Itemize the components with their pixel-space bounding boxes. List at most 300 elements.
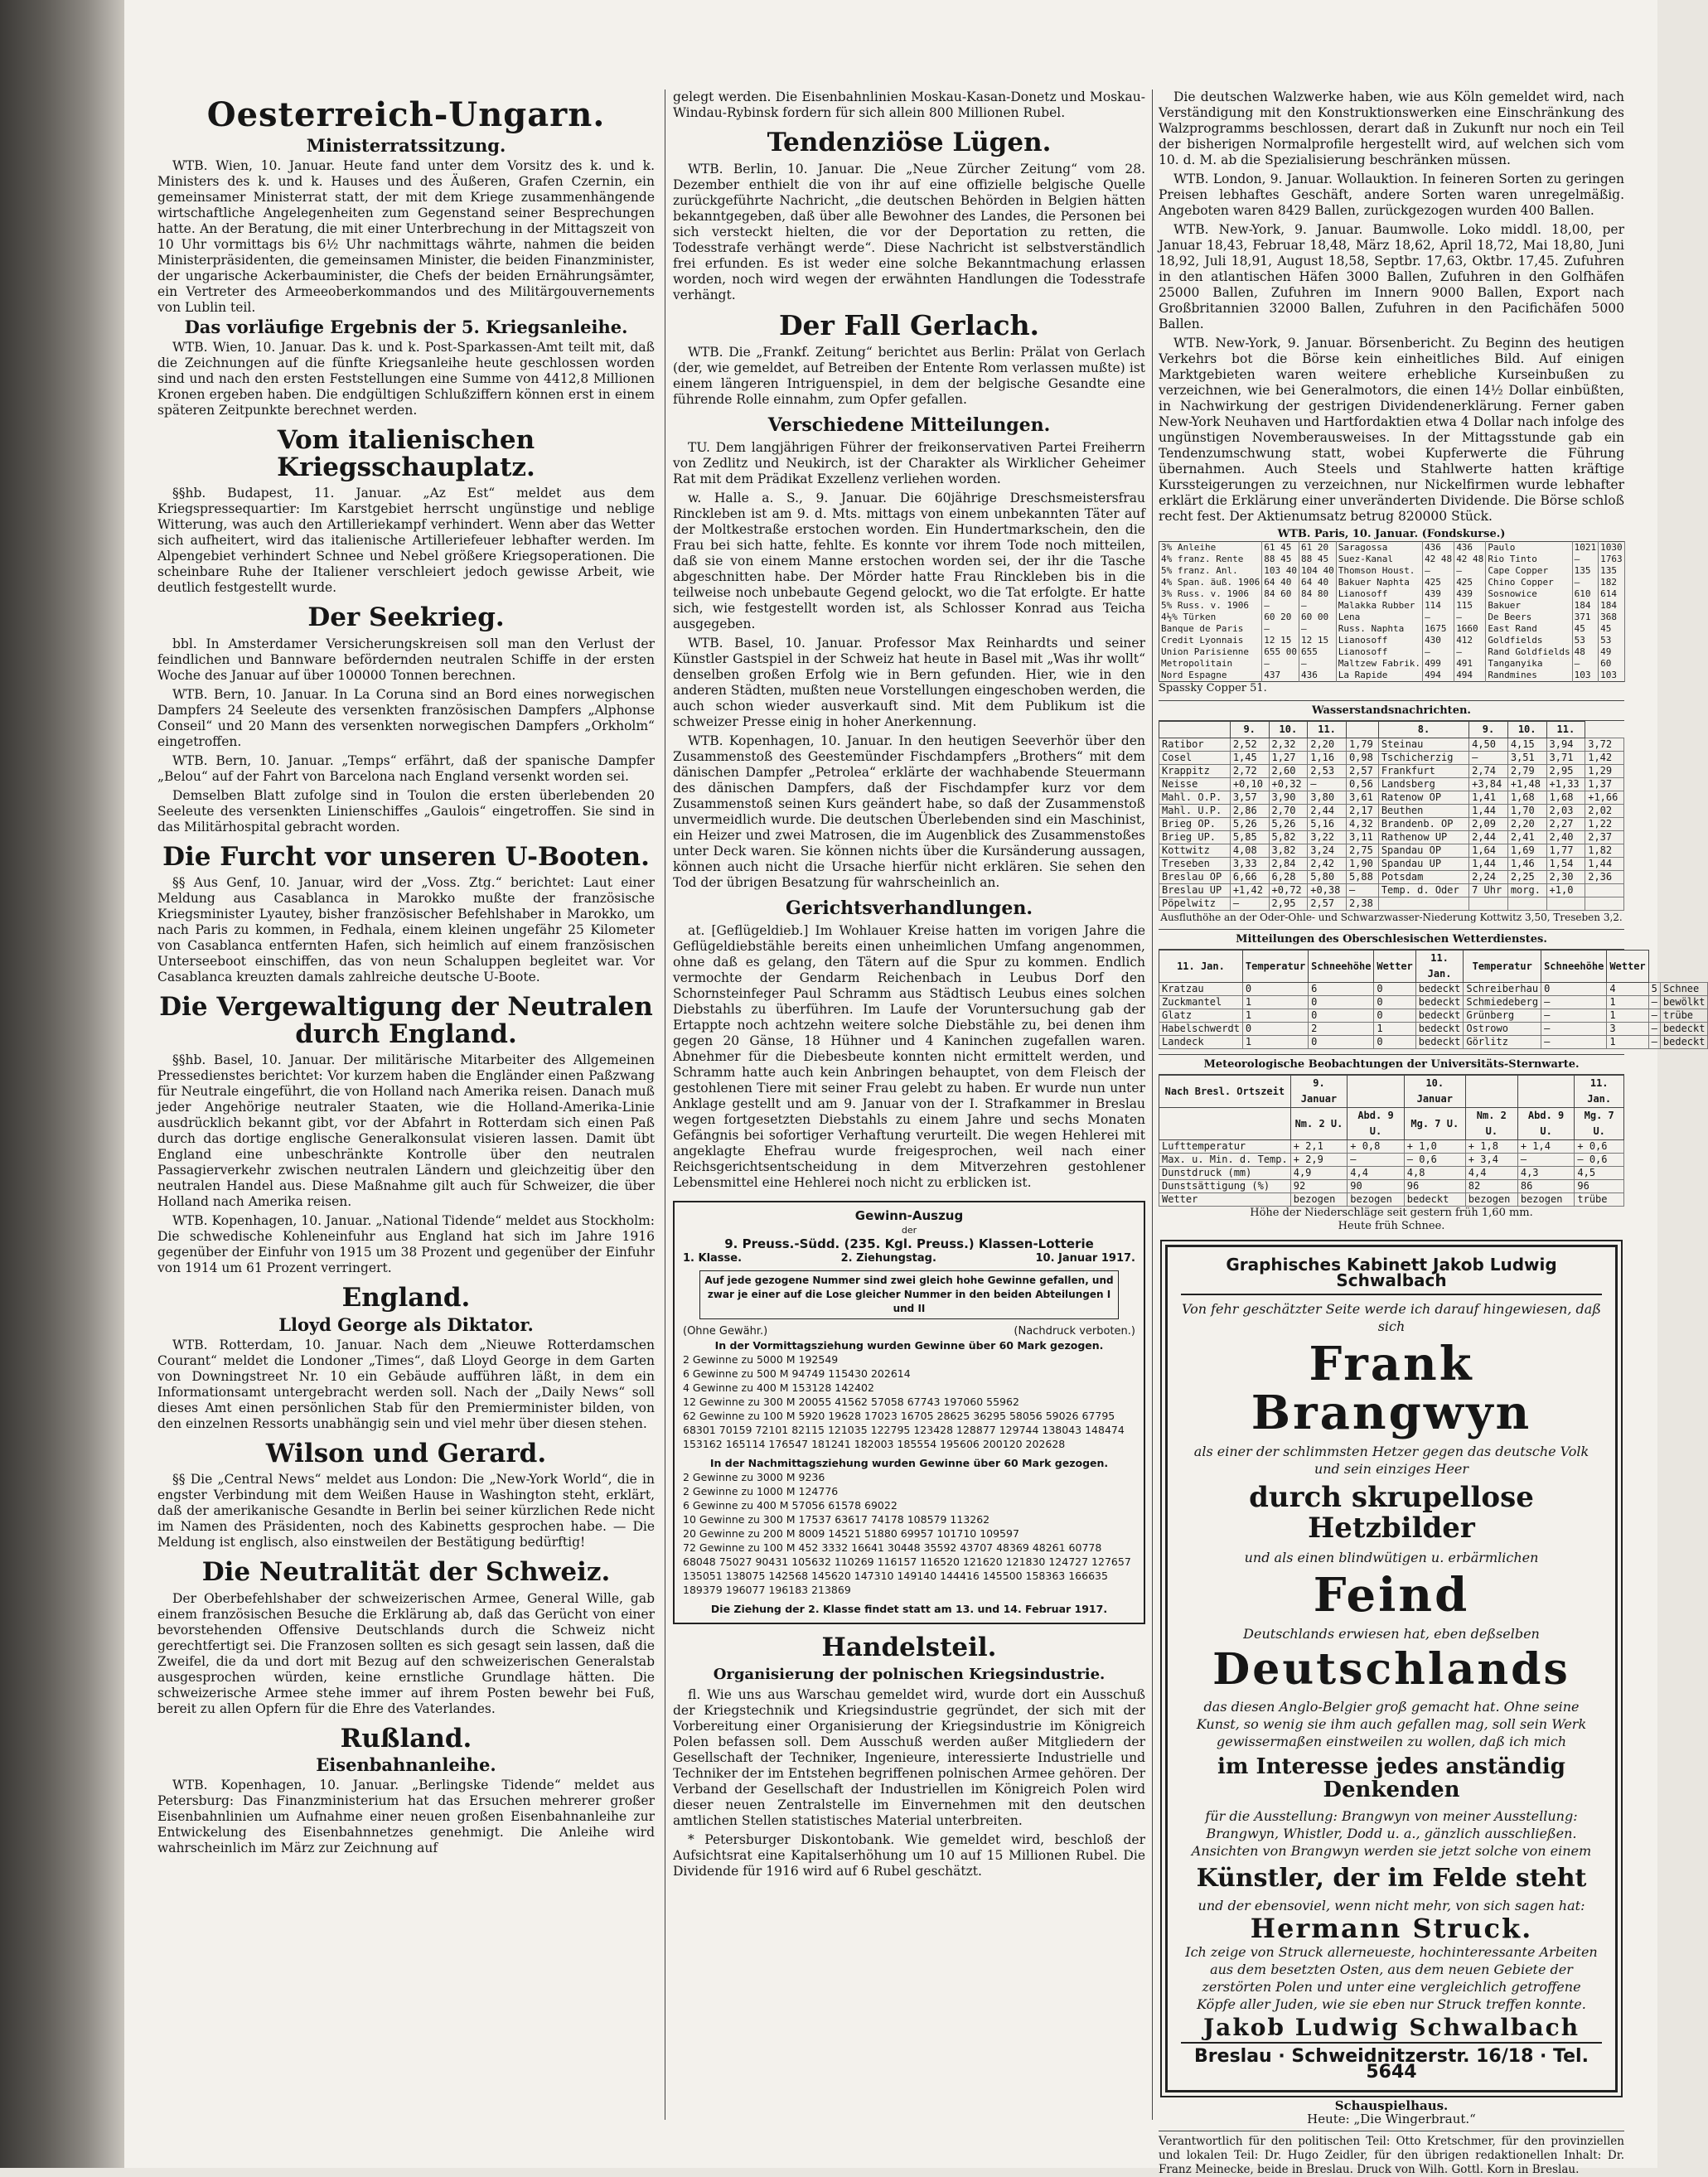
lottery-line: 2 Gewinne zu 5000 M 192549 [683, 1353, 839, 1367]
theater-title: Schauspielhaus. [1334, 2097, 1449, 2113]
table-header-cell: 11. [1308, 722, 1347, 738]
table-cell: 5,85 [1230, 831, 1269, 844]
table-cell: 3,94 [1546, 738, 1585, 752]
table-cell: Brieg OP. [1159, 818, 1231, 831]
imprint: Verantwortlich für den politischen Teil: Otto Kretschmer, für den provinziellen und lokalen Teil: Dr. Hugo Zeidler, für den übrigen redaktionellen Inhalt: Dr. Franz Meinecke, beide in Breslau. Druck von Wilh. Gottl. Korn in Breslau. [1159, 2131, 1624, 2177]
table-header-cell: 9. [1469, 722, 1508, 738]
table-cell: 3,80 [1308, 791, 1347, 805]
water-level-row [1159, 858, 1624, 871]
book-binding [0, 0, 124, 2168]
table-cell: 2,84 [1269, 858, 1308, 871]
column-middle [673, 89, 1145, 1883]
article-vergewaltigung-2: WTB. Kopenhagen, 10. Januar. „National Tidende“ meldet aus Stockholm: Die schwedische Kohleneinfuhr aus England hat sich im Jahre 1916 gegenüber der Einfuhr von 1915 um 38 Prozent und gegenüber der Einfuhr von 1914 um 61 Prozent verringert. [157, 1213, 655, 1276]
table-header-cell [1348, 1076, 1405, 1108]
table-header-cell: 9. [1230, 722, 1269, 738]
lottery-line: 6 Gewinne zu 400 M 57056 61578 69022 [683, 1499, 898, 1512]
table-cell: 114 [1423, 600, 1454, 612]
ad-text-3: und als einen blindwütigen u. erbärmlichen [1244, 1550, 1539, 1566]
table-cell: 2,09 [1469, 818, 1508, 831]
table-cell: bewölkt [1660, 996, 1708, 1009]
article-kriegsanleihe: WTB. Wien, 10. Januar. Das k. und k. Post-Sparkassen-Amt teilt mit, daß die Zeichnungen auf die fünfte Kriegsanleihe heute geschlossen worden sind und nach den ersten Feststellungen eine Summe von 4412,8 Millionen Kronen ergeben haben. Die endgültigen Schlußziffern können erst in einem späteren Zeitpunkte berechnet werden. [157, 340, 655, 418]
table-cell: 1,90 [1346, 858, 1378, 871]
table-cell: 53 [1599, 635, 1625, 646]
table-cell: 184 [1572, 600, 1599, 612]
table-cell: Landsberg [1378, 778, 1468, 791]
paris-row [1159, 588, 1625, 600]
lottery-line: 62 Gewinne zu 100 M 5920 19628 17023 16705 28625 36295 58056 59026 67795 68301 70159 72101 82115 121035 122795 123428 128877 129744 138043 148474 153162 165114 176547 181241 182003 185554 195606 200120 202628 [683, 1410, 1125, 1451]
article-lloyd: WTB. Rotterdam, 10. Januar. Nach dem „Nieuwe Rotterdamschen Courant“ meldet die Londoner „Times“, daß Lloyd George in dem Garten von Downingstreet Nr. 10 ein Gebäude aufführen läßt, in dem ein Informationsamt untergebracht werden soll. Nach der „Daily News“ soll dieses Amt einen persönlichen Stab für den Premierminister bilden, von den einzelnen Ressorts unabhängig sein und viel mehr über diesen stehen. [157, 1337, 655, 1431]
table-cell: 2,72 [1230, 765, 1269, 778]
table-cell: 3,72 [1585, 738, 1624, 752]
table-cell: 655 [1299, 646, 1336, 658]
table-cell: Maltzew Fabrik. [1336, 658, 1422, 670]
table-cell: 104 40 [1299, 565, 1336, 577]
article-tendenz: WTB. Berlin, 10. Januar. Die „Neue Zürcher Zeitung“ vom 28. Dezember enthielt die von ihr auf eine offizielle belgische Quelle zurückgeführte Nachricht, „die deutschen Behörden in Belgien hätten bekanntgegeben, daß über alle Bewohner des Landes, die Personen bei sich versteckt hielten, die vor der Deportation zu retten, die Todesstrafe verhängt werde“. Diese Nachricht ist selbstverständlich frei erfunden. Es ist weder eine solche Bekanntmachung erlassen worden, noch wird wegen der erwähnten Handlungen die Todesstrafe verhängt. [673, 161, 1145, 302]
table-cell: Spandau UP [1378, 858, 1468, 871]
table-cell: 1,44 [1469, 858, 1508, 871]
table-cell: Cosel [1159, 752, 1231, 765]
table-cell: 184 [1599, 600, 1625, 612]
theater-today: Heute: „Die Wingerbraut.“ [1307, 2111, 1476, 2126]
table-cell: 1,44 [1469, 805, 1508, 818]
table-cell: 1660 [1454, 623, 1486, 635]
table-cell: — [1454, 565, 1486, 577]
table-cell: 3,57 [1230, 791, 1269, 805]
table-cell: 86 [1517, 1180, 1575, 1193]
headline-vergewaltigung: Die Vergewaltigung der Neutralen durch England. [159, 992, 653, 1049]
table-cell: 4 [1607, 983, 1648, 996]
table-cell: + 1,0 [1404, 1140, 1465, 1154]
table-cell: 60 20 [1262, 612, 1299, 623]
weather-row [1159, 996, 1708, 1009]
article-eisenbahn-cont: gelegt werden. Die Eisenbahnlinien Moskau-Kasan-Donetz und Moskau-Windau-Rybinsk fordern für sich allein 800 Millionen Rubel. [673, 89, 1145, 120]
table-cell: 42 48 [1454, 554, 1486, 565]
subhead-eisenbahn: Eisenbahnanleihe. [316, 1754, 496, 1776]
subhead-organisierung: Organisierung der polnischen Kriegsindustrie. [713, 1665, 1106, 1683]
table-cell: 64 40 [1262, 577, 1299, 588]
table-cell: bezogen [1517, 1193, 1575, 1207]
article-seekrieg-1: bbl. In Amsterdamer Versicherungskreisen soll man den Verlust der feindlichen und Bannware befördernden neutralen Schiffe in der ersten Woche des Januar auf über 100000 Tonnen berechnen. [157, 636, 655, 683]
table-cell: Neisse [1159, 778, 1231, 791]
table-cell: 2,41 [1507, 831, 1546, 844]
table-cell: 0 [1309, 996, 1374, 1009]
table-cell: Bakuer Naphta [1336, 577, 1422, 588]
table-cell: 2,20 [1507, 818, 1546, 831]
table-cell: 3% Anleihe [1159, 542, 1262, 554]
table-cell: 45 [1599, 623, 1625, 635]
observatory-footnote-2: Heute früh Schnee. [1338, 1220, 1445, 1232]
table-cell: Beuthen [1378, 805, 1468, 818]
water-level-row [1159, 831, 1624, 844]
table-header-cell: Wetter [1607, 951, 1648, 983]
table-cell: 88 45 [1262, 554, 1299, 565]
table-cell: 4% Span. äuß. 1906 [1159, 577, 1262, 588]
table-cell: — [1262, 623, 1299, 635]
table-cell: 1,41 [1469, 791, 1508, 805]
table-cell: 2,37 [1585, 831, 1624, 844]
table-cell: 2,60 [1269, 765, 1308, 778]
lottery-line: 72 Gewinne zu 100 M 452 3332 16641 30448 35592 43707 48369 48261 60778 68048 75027 90431 105632 110269 116157 116520 121620 121830 124727 127657 135051 138075 142568 145620 147310 149140 144416 145500 158363 166635 189379 196077 196183 213869 [683, 1541, 1131, 1597]
ad-text-8: Ich zeige von Struck allerneueste, hochinteressante Arbeiten aus dem besetzten Osten, aus dem neuen Gebiete der zerstörten Polen und unter eine vergleichlich getroffene Köpfe aller Juden, wie sie eben nur Struck treffen konnte. [1185, 1943, 1598, 2012]
ad-text-4: Deutschlands erwiesen hat, eben deßselben [1243, 1626, 1540, 1642]
table-cell: +1,48 [1507, 778, 1546, 791]
table-cell: 4,8 [1404, 1167, 1465, 1180]
table-cell: bezogen [1465, 1193, 1517, 1207]
table-header-cell [1159, 1108, 1291, 1140]
table-cell: 614 [1599, 588, 1625, 600]
table-cell: + 2,1 [1290, 1140, 1348, 1154]
weather-row [1159, 1036, 1708, 1049]
article-london-wolle: WTB. London, 9. Januar. Wollauktion. In feineren Sorten zu geringen Preisen lebhaftes Geschäft, andere Sorten waren unregelmäßig. Angeboten waren 8429 Ballen, zurückgezogen wurden 400 Ballen. [1159, 172, 1624, 218]
lottery-info-row [683, 1251, 1135, 1265]
ad-signature: Jakob Ludwig Schwalbach [1202, 2013, 1580, 2041]
table-cell: 0 [1242, 983, 1308, 996]
table-cell: 60 [1599, 658, 1625, 670]
table-header-cell [1159, 722, 1231, 738]
observatory-row [1159, 1193, 1624, 1207]
table-cell: — [1572, 658, 1599, 670]
table-cell: 5% Russ. v. 1906 [1159, 600, 1262, 612]
headline-gerlach: Der Fall Gerlach. [778, 308, 1040, 341]
table-cell: Brieg UP. [1159, 831, 1231, 844]
table-cell: 1,27 [1269, 752, 1308, 765]
lottery-name: 9. Preuss.-Südd. (235. Kgl. Preuss.) Klassen-Lotterie [724, 1236, 1094, 1252]
lottery-title: Gewinn-Auszug [854, 1208, 964, 1224]
table-cell: Bakuer [1486, 600, 1572, 612]
observatory-table [1159, 1075, 1624, 1207]
table-cell: 103 [1599, 670, 1625, 682]
table-cell: Tanganyika [1486, 658, 1572, 670]
table-cell: East Rand [1486, 623, 1572, 635]
article-eisenbahn: WTB. Kopenhagen, 10. Januar. „Berlingske Tidende“ meldet aus Petersburg: Das Finanzministerium hat das Ersuchen mehrerer großer Eisenbahnlinien um Aufnahme einer neuen großen Eisenbahnanleihe zur Entwickelung des Eisenbahnnetzes genehmigt. Die Anleihe wird wahrscheinlich im März zur Zeichnung auf [157, 1778, 655, 1856]
table-cell: +1,0 [1546, 884, 1585, 897]
table-cell: bedeckt [1415, 996, 1464, 1009]
table-cell: + 0,8 [1348, 1140, 1405, 1154]
table-cell: 2,40 [1546, 831, 1585, 844]
table-cell: 2,36 [1585, 871, 1624, 884]
lottery-line: 12 Gewinne zu 300 M 20055 41562 57058 67743 197060 55962 [683, 1396, 1019, 1409]
table-header-cell: Nach Bresl. Ortszeit [1159, 1076, 1291, 1108]
table-cell: 84 80 [1299, 588, 1336, 600]
table-cell: 5% franz. Anl. [1159, 565, 1262, 577]
table-cell: Grünberg [1464, 1009, 1541, 1023]
paris-row [1159, 635, 1625, 646]
table-header-cell: Temperatur [1464, 951, 1541, 983]
table-cell: 1,22 [1585, 818, 1624, 831]
table-cell: 1,68 [1546, 791, 1585, 805]
table-cell: 2,03 [1546, 805, 1585, 818]
table-header-cell: Temperatur [1242, 951, 1308, 983]
ad-text-1: Von fehr geschätzter Seite werde ich darauf hingewiesen, daß sich [1182, 1301, 1601, 1334]
table-cell: 1,64 [1469, 844, 1508, 858]
table-cell: Kratzau [1159, 983, 1243, 996]
table-header-cell: 10. Januar [1404, 1076, 1465, 1108]
column-rule [1152, 89, 1153, 2120]
table-cell: 61 20 [1299, 542, 1336, 554]
table-cell: Potsdam [1378, 871, 1468, 884]
lottery-der: der [901, 1225, 917, 1236]
table-cell: Dunstdruck (mm) [1159, 1167, 1291, 1180]
ad-text-7: und der ebensoviel, wenn nicht mehr, von sich sagen hat: [1198, 1897, 1585, 1913]
table-cell: Rathenow UP [1378, 831, 1468, 844]
table-cell: 4,08 [1230, 844, 1269, 858]
table-cell: Lianosoff [1336, 635, 1422, 646]
water-level-row [1159, 818, 1624, 831]
table-cell [1546, 897, 1585, 911]
table-cell: 5,82 [1269, 831, 1308, 844]
table-cell: 5,88 [1346, 871, 1378, 884]
table-cell: Steinau [1378, 738, 1468, 752]
table-cell [1378, 897, 1468, 911]
table-cell: — [1572, 554, 1599, 565]
table-cell: 610 [1572, 588, 1599, 600]
table-cell: — [1299, 623, 1336, 635]
table-header-cell: 11. [1546, 722, 1585, 738]
lottery-results [673, 1201, 1145, 1624]
table-header-cell: 10. [1507, 722, 1546, 738]
table-cell: 115 [1454, 600, 1486, 612]
table-header-cell [1346, 722, 1378, 738]
table-cell: Glatz [1159, 1009, 1243, 1023]
table-cell: Credit Lyonnais [1159, 635, 1262, 646]
table-cell: 4% franz. Rente [1159, 554, 1262, 565]
observatory-footnote-1: Höhe der Niederschläge seit gestern früh 1,60 mm. [1250, 1207, 1533, 1219]
subhead-ministerrat: Ministerratssitzung. [306, 135, 506, 156]
table-cell: — [1423, 565, 1454, 577]
table-cell: Wetter [1159, 1193, 1291, 1207]
table-cell: Mahl. O.P. [1159, 791, 1231, 805]
table-cell: +1,33 [1546, 778, 1585, 791]
table-header-cell: 9. Januar [1290, 1076, 1348, 1108]
table-cell: trübe [1575, 1193, 1624, 1207]
table-header-cell [1465, 1076, 1517, 1108]
table-cell: 2,52 [1230, 738, 1269, 752]
table-cell: 439 [1423, 588, 1454, 600]
table-cell: 2,79 [1507, 765, 1546, 778]
table-cell: 1,54 [1546, 858, 1585, 871]
table-cell: — [1308, 778, 1347, 791]
observatory-row [1159, 1180, 1624, 1193]
paris-footnote: Spassky Copper 51. [1159, 682, 1267, 694]
table-cell: + 0,6 [1575, 1140, 1624, 1154]
table-header-cell: Schneehöhe [1309, 951, 1374, 983]
table-cell: 82 [1465, 1180, 1517, 1193]
table-cell: 182 [1599, 577, 1625, 588]
table-cell: 6 [1309, 983, 1374, 996]
article-gerlach: WTB. Die „Frankf. Zeitung“ berichtet aus Berlin: Prälat von Gerlach (der, wie gemeldet, auf Betreiben der Entente Rom verlassen mußte) ist einem längeren Intriguenspiel, in dem der belgische Gesandte eine führende Rolle einnahm, zum Opfer gefallen. [673, 345, 1145, 408]
ad-hetzbilder: durch skrupellose Hetzbilder [1249, 1480, 1534, 1545]
headline-verschiedene: Verschiedene Mitteilungen. [767, 414, 1051, 437]
table-cell: — [1572, 577, 1599, 588]
table-cell: 2,86 [1230, 805, 1269, 818]
paris-row [1159, 554, 1625, 565]
table-cell: — [1541, 1036, 1607, 1049]
table-cell: 0 [1374, 983, 1415, 996]
table-cell: +1,42 [1230, 884, 1269, 897]
table-cell: 103 40 [1262, 565, 1299, 577]
subhead-lloyd: Lloyd George als Diktator. [278, 1313, 534, 1335]
table-cell: 4,15 [1507, 738, 1546, 752]
table-cell: 0 [1374, 1009, 1415, 1023]
table-cell: Zuckmantel [1159, 996, 1243, 1009]
headline-seekrieg: Der Seekrieg. [307, 602, 505, 633]
table-cell: 412 [1454, 635, 1486, 646]
table-cell: 3 [1607, 1023, 1648, 1036]
table-header-cell: 11. Jan. [1575, 1076, 1624, 1108]
paris-row [1159, 623, 1625, 635]
lottery-nachmittag-head: In der Nachmittagsziehung wurden Gewinne über 60 Mark gezogen. [709, 1457, 1109, 1470]
table-cell: Max. u. Min. d. Temp. [1159, 1154, 1291, 1167]
article-seekrieg-2: WTB. Bern, 10. Januar. In La Coruna sind an Bord eines norwegischen Dampfers 24 Seeleute des versenkten französischen Dampfers „Alphonse Conseil“ und 20 Mann des versenkten norwegischen Dampfers „Orkholm“ eingetroffen. [157, 686, 655, 749]
table-cell: Goldfields [1486, 635, 1572, 646]
table-header-cell: 11. Jan. [1415, 951, 1464, 983]
table-cell: 0 [1374, 1036, 1415, 1049]
subhead-kriegsanleihe: Das vorläufige Ergebnis der 5. Kriegsanleihe. [184, 317, 628, 337]
article-gericht: at. [Geflügeldieb.] Im Wohlauer Kreise hatten im vorigen Jahre die Geflügeldiebstähle bereits einen unheimlichen Umfang angenommen, ohne daß es gelang, den Tätern auf die Spur zu kommen. Endlich vermochte der Gendarm Reichenbach in Leubus Dorf den Schornsteinfeger Paul Schramm aus Städtisch Leubus eines solchen Diebstahls zu überführen. Im Laufe der Voruntersuchung gab der Ertappte noch achtzehn weitere solche Diebstähle zu, bei denen ihm gegen 20 Gänse, 18 Hühner und 4 Kaninchen zugefallen waren. Abnehmer für die Diebesbeute konnten nicht ermittelt werden, und Schramm hatte auch kein Anbringen behauptet, von dem Fleisch der gestohlenen Tiere mit seiner Frau gelebt zu haben. Er wurde nun unter Anklage gestellt und am 9. Januar von der I. Strafkammer in Breslau wegen fortgesetzten Diebstahls zu einem Jahre und sechs Monaten Gefängnis bei sofortiger Verhaftung verurteilt. Die wegen Hehlerei mit angeklagte Ehefrau wurde freigesprochen, weil nach einer Reichsgerichtsentscheidung in dem Mitverzehren gestohlener Lebensmittel eine Hehlerei noch nicht zu erblicken ist. [673, 923, 1145, 1191]
lottery-line: 6 Gewinne zu 500 M 94749 115430 202614 [683, 1367, 911, 1381]
water-level-row [1159, 805, 1624, 818]
table-cell: 2,27 [1546, 818, 1585, 831]
table-header-cell: Mg. 7 U. [1404, 1108, 1465, 1140]
table-cell: 1,79 [1346, 738, 1378, 752]
ad-header: Graphisches Kabinett Jakob Ludwig Schwalbach [1181, 1257, 1602, 1295]
table-header-cell: Nm. 2 U. [1290, 1108, 1348, 1140]
lottery-nachdruck: (Nachdruck verboten.) [1014, 1325, 1135, 1338]
lottery-line: 10 Gewinne zu 300 M 17537 63617 74178 108579 113262 [683, 1513, 990, 1526]
table-cell: — [1648, 1036, 1660, 1049]
ad-deutschlands: Deutschlands [1212, 1644, 1570, 1696]
lottery-line: 20 Gewinne zu 200 M 8009 14521 51880 69957 101710 109597 [683, 1527, 1019, 1541]
table-cell: — 0,6 [1404, 1154, 1465, 1167]
table-cell: — 0,6 [1575, 1154, 1624, 1167]
observatory-row [1159, 1140, 1624, 1154]
headline-russland: Rußland. [340, 1723, 472, 1754]
headline-austria: Oesterreich-Ungarn. [206, 95, 606, 134]
ad-name-struck: Hermann Struck. [1250, 1912, 1533, 1944]
lottery-ziehung: 2. Ziehungstag. [840, 1252, 936, 1265]
table-cell: Lianosoff [1336, 588, 1422, 600]
table-cell: + 1,4 [1517, 1140, 1575, 1154]
article-newyork-baumwolle: WTB. New-York, 9. Januar. Baumwolle. Loko middl. 18,00, per Januar 18,43, Februar 18,48, März 18,62, April 18,72, Mai 18,80, Juni 18,92, Juli 18,91, August 18,58, Septbr. 17,63, Oktbr. 17,45. Zufuhren in den atlantischen Häfen 3000 Ballen, Zufuhren in den Golfhäfen 25000 Ballen, Zufuhren im Innern 9000 Ballen, Export nach Großbritannien 32000 Ballen, Zufuhren in den Pacifichäfen 5000 Ballen. [1159, 222, 1624, 331]
article-furcht: §§ Aus Genf, 10. Januar, wird der „Voss. Ztg.“ berichtet: Laut einer Meldung aus Casablanca in Marokko mußte der französische Kriegsminister Lyautey, bisher französischer Befehlshaber in Marokko, um nach Paris zu kommen, in Fedhala, einem kleinen ungefähr 25 Kilometer von Casablanca entfernten Hafen, sich heimlich auf einem französischen Unterseeboot einschiffen, das von neun Schaluppen begleitet war. Vor Casablanca kreuzten damals zahlreiche deutsche U-Boote. [157, 875, 655, 985]
lottery-ohne-gewaehr: (Ohne Gewähr.) [683, 1325, 768, 1338]
article-verschiedene-2: w. Halle a. S., 9. Januar. Die 60jährige Dreschsmeistersfrau Rinckleben ist am 9. d. Mts. mittags von einem unbekannten Täter auf der Moltkestraße erstochen worden. Ein Hundertmarkschein, den die Frau bei sich hatte, fehlte. Es konnte vor ihrem Tode noch mitteilen, daß sie von einem Manne erstochen worden sei, der ihr die Tasche abgeschnitten habe. Der Mörder hatte Frau Rinckleben bis in die teilweise noch unbebaute Gegend gelockt, wo die Tat erfolgte. Er hatte sich, wie festgestellt worden ist, als Schlosser Konrad aus Teicha ausgegeben. [673, 491, 1145, 632]
table-cell: 42 48 [1423, 554, 1454, 565]
table-cell: 2,44 [1308, 805, 1347, 818]
table-cell: bezogen [1348, 1193, 1405, 1207]
table-cell: — [1299, 600, 1336, 612]
table-cell: 0 [1309, 1009, 1374, 1023]
table-cell: 1,46 [1507, 858, 1546, 871]
headline-england: England. [341, 1283, 471, 1313]
table-cell: 96 [1575, 1180, 1624, 1193]
lottery-footer: Die Ziehung der 2. Klasse findet statt am 13. und 14. Februar 1917. [710, 1603, 1108, 1616]
water-level-row [1159, 884, 1624, 897]
table-cell: 436 [1423, 542, 1454, 554]
water-levels-footnote: Ausfluthöhe an der Oder-Ohle- und Schwarzwasser-Niederung Kottwitz 3,50, Treseben 3,2. [1160, 912, 1623, 923]
table-cell: Nord Espagne [1159, 670, 1262, 682]
headline-handelsteil: Handelsteil. [821, 1633, 997, 1663]
table-cell: 1,77 [1546, 844, 1585, 858]
table-cell: — [1648, 1009, 1660, 1023]
table-cell: Lianosoff [1336, 646, 1422, 658]
article-verschiedene-1: TU. Dem langjährigen Führer der freikonservativen Partei Freiherrn von Zedlitz und Neukirch, ist der Charakter als Wirklicher Geheimer Rat mit dem Prädikat Exzellenz verliehen worden. [673, 440, 1145, 487]
table-cell: 430 [1423, 635, 1454, 646]
lottery-line: 4 Gewinne zu 400 M 153128 142402 [683, 1381, 874, 1395]
table-cell: Paulo [1486, 542, 1572, 554]
article-seekrieg-3: WTB. Bern, 10. Januar. „Temps“ erfährt, daß der spanische Dampfer „Belou“ auf der Fahrt von Barcelona nach England versenkt worden sei. [157, 752, 655, 784]
water-level-row [1159, 791, 1624, 805]
table-cell: 1 [1607, 996, 1648, 1009]
weather-row [1159, 1023, 1708, 1036]
lottery-disclaimer-row [683, 1324, 1135, 1338]
table-cell: — [1299, 658, 1336, 670]
table-cell: 439 [1454, 588, 1486, 600]
table-cell: +3,84 [1469, 778, 1508, 791]
table-cell: — [1648, 1023, 1660, 1036]
table-cell: 2,02 [1585, 805, 1624, 818]
table-cell: 1675 [1423, 623, 1454, 635]
table-cell: 2,32 [1269, 738, 1308, 752]
table-header-cell: 10. [1269, 722, 1308, 738]
table-cell: 1763 [1599, 554, 1625, 565]
table-cell: Temp. d. Oder [1378, 884, 1468, 897]
table-cell: 371 [1572, 612, 1599, 623]
table-cell: 0 [1541, 983, 1607, 996]
paris-row [1159, 577, 1625, 588]
table-cell: 0 [1374, 996, 1415, 1009]
table-cell: 53 [1572, 635, 1599, 646]
headline-tendenz: Tendenziöse Lügen. [767, 128, 1052, 157]
table-cell: morg. [1507, 884, 1546, 897]
table-cell: Dunstsättigung (%) [1159, 1180, 1291, 1193]
table-header-cell: 11. Jan. [1159, 951, 1243, 983]
table-cell: 0,98 [1346, 752, 1378, 765]
table-cell: 2,53 [1308, 765, 1347, 778]
water-level-row [1159, 765, 1624, 778]
table-cell: Malakka Rubber [1336, 600, 1422, 612]
table-cell: — [1230, 897, 1269, 911]
table-cell: 4,5 [1575, 1167, 1624, 1180]
table-cell: 2,57 [1346, 765, 1378, 778]
table-cell: Schreiberhau [1464, 983, 1541, 996]
table-cell [1585, 884, 1624, 897]
lottery-notice: Auf jede gezogene Nummer sind zwei gleich hohe Gewinne gefallen, und zwar je einer auf die Lose gleicher Nummer in den beiden Abteilungen I und II [699, 1270, 1119, 1319]
table-cell: 3,11 [1346, 831, 1378, 844]
table-cell: +0,32 [1269, 778, 1308, 791]
table-cell: 92 [1290, 1180, 1348, 1193]
table-cell: 4,4 [1348, 1167, 1405, 1180]
table-cell: 2,38 [1346, 897, 1378, 911]
table-cell: Brandenb. OP [1378, 818, 1468, 831]
table-cell: 2,25 [1507, 871, 1546, 884]
table-cell: 49 [1599, 646, 1625, 658]
table-cell: 96 [1404, 1180, 1465, 1193]
table-cell: 1,44 [1585, 858, 1624, 871]
table-cell: Kottwitz [1159, 844, 1231, 858]
water-levels-table [1159, 721, 1624, 911]
table-cell: Ratibor [1159, 738, 1231, 752]
observatory-title: Meteorologische Beobachtungen der Universitäts-Sternwarte. [1159, 1054, 1624, 1075]
table-cell: — [1423, 612, 1454, 623]
table-cell: 2,42 [1308, 858, 1347, 871]
headline-gericht: Gerichtsverhandlungen. [785, 897, 1033, 920]
table-cell: 4,4 [1465, 1167, 1517, 1180]
headline-furcht: Die Furcht vor unseren U-Booten. [162, 841, 650, 872]
article-diskontobank: * Petersburger Diskontobank. Wie gemeldet wird, beschloß der Aufsichtsrat eine Kapitalserhöhung um 10 auf 15 Millionen Rubel. Die Dividende für 1916 wird auf 6 Rubel geschätzt. [673, 1831, 1145, 1879]
article-organisierung: fl. Wie uns aus Warschau gemeldet wird, wurde dort ein Ausschuß der Kriegstechnik und Kriegsindustrie gegründet, der sich mit der Vorbereitung einer Organisierung der Kriegsindustrie im Königreich Polen befassen soll. Dem Ausschuß werden außer Mitgliedern der Gesellschaft der Techniker, Ingenieure, interessierte Industrielle und Techniker der im Entstehen begriffenen polnischen Armee gehören. Der Verband der Gesellschaft der Industriellen im Königreich Polen wird dieser neuen Zentralstelle im Einvernehmen mit den deutschen amtlichen Stellen statistisches Material unterbreiten. [673, 1686, 1145, 1828]
table-cell: 64 40 [1299, 577, 1336, 588]
